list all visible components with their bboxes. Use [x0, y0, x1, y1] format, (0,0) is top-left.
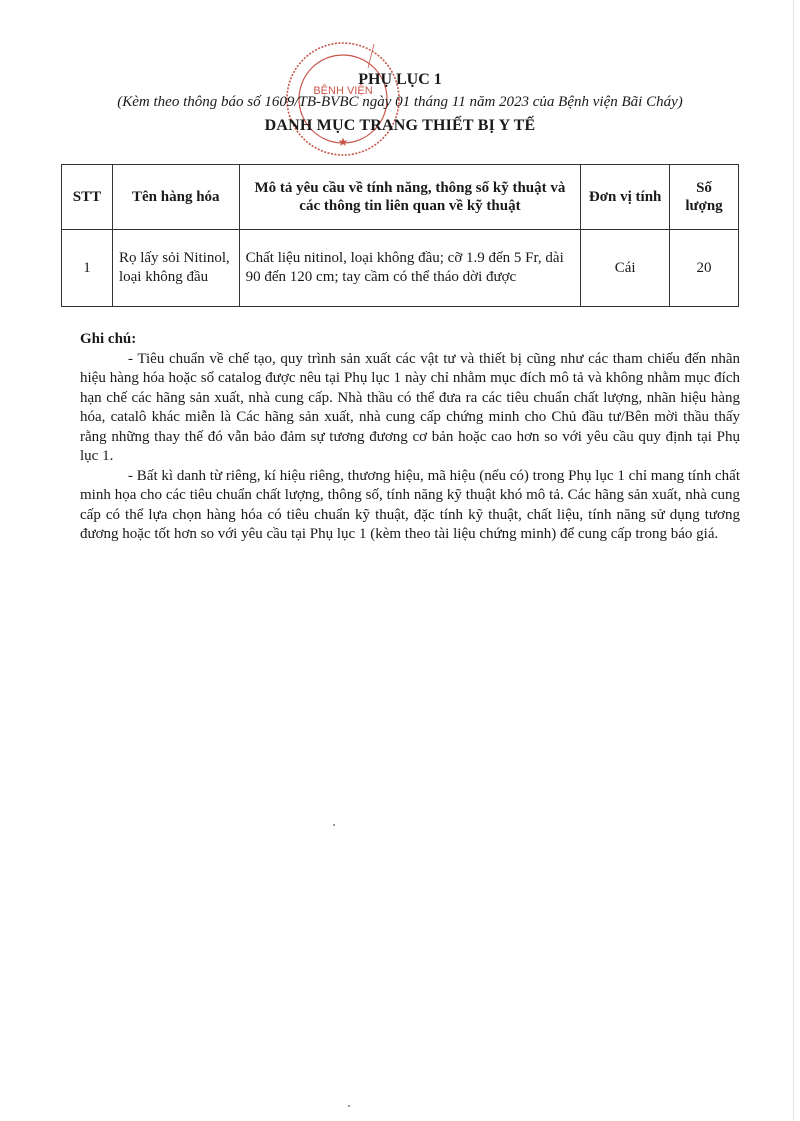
- equipment-table: [61, 164, 739, 307]
- cell-stt: 1: [62, 230, 113, 307]
- document-title: PHỤ LỤC 1: [358, 71, 442, 88]
- table-row: [62, 230, 739, 307]
- svg-text:★: ★: [337, 135, 349, 149]
- table-header-row: [62, 165, 739, 230]
- note-paragraph-1: - Tiêu chuẩn về chế tạo, quy trình sản xuất các vật tư và thiết bị cũng như các tham chiếu đến nhãn hiệu hàng hóa hoặc số catalog được nêu tại Phụ lục 1 này chỉ nhằm mục đích mô tả và không nhằm mục đích hạn chế các hãng sản xuất, nhà cung cấp. Nhà thầu có thể đưa ra các tiêu chuẩn chất lượng, nhãn hiệu hàng hóa, catalô khác miễn là Các hãng sản xuất, nhà cung cấp chứng minh cho Chủ đầu tư/Bên mời thầu thấy rằng những thay thế đó vẫn bảo đảm sự tương đương cơ bản hoặc cao hơn so với yêu cầu quy định tại Phụ lục 1.: [80, 350, 740, 464]
- stamp-text: BỆNH VIỆN: [313, 85, 373, 97]
- cell-quantity: 20: [670, 230, 739, 307]
- page-edge: [793, 0, 794, 1121]
- document-subtitle: (Kèm theo thông báo số 1609/TB-BVBC ngày 01 tháng 11 năm 2023 của Bệnh viện Bãi Cháy): [117, 94, 683, 110]
- list-title: DANH MỤC TRANG THIẾT BỊ Y TẾ: [264, 117, 536, 134]
- header-quantity: Số lượng: [670, 165, 739, 230]
- document-header: [0, 70, 800, 136]
- notes-heading: Ghi chú:: [80, 331, 137, 347]
- cell-name: Rọ lấy sỏi Nitinol, loại không đầu: [112, 230, 239, 307]
- header-name: Tên hàng hóa: [112, 165, 239, 230]
- header-description: Mô tả yêu cầu về tính năng, thông số kỹ thuật và các thông tin liên quan về kỹ thuật: [239, 165, 581, 230]
- scan-speck: [333, 824, 335, 826]
- header-unit: Đơn vị tính: [581, 165, 670, 230]
- cell-description: Chất liệu nitinol, loại không đầu; cỡ 1.9 đến 5 Fr, dài 90 đến 120 cm; tay cầm có thể tháo dời được: [239, 230, 581, 307]
- scan-speck: [348, 1105, 350, 1107]
- note-paragraph-2: - Bất kì danh từ riêng, kí hiệu riêng, thương hiệu, mã hiệu (nếu có) trong Phụ lục 1 chỉ mang tính chất minh họa cho các tiêu chuẩn chất lượng, thông số, tính năng kỹ thuật khó mô tả. Các hãng sản xuất, nhà cung cấp có thể lựa chọn hàng hóa có tiêu chuẩn kỹ thuật, đặc tính kỹ thuật, chất liệu, tính năng sử dụng tương đương hoặc tốt hơn so với yêu cầu tại Phụ lục 1 (kèm theo tài liệu chứng minh) để cung cấp trong báo giá.: [80, 467, 740, 542]
- cell-unit: Cái: [581, 230, 670, 307]
- notes-section: [80, 330, 740, 545]
- header-stt: STT: [62, 165, 113, 230]
